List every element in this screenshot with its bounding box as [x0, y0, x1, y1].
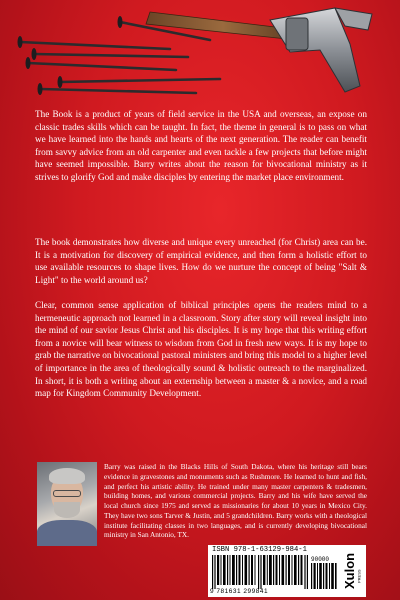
nails-and-hammer-icon: [0, 0, 400, 110]
barcode-icon: [212, 555, 308, 589]
description-paragraph-2: The book demonstrates how diverse and unique every unreached (for Christ) area can be. It is a motivation for discovery of empirical evidence, and then form a holistic effort to use available resources to shape lives. How do we nurture the concept of being "Salt & Light" to the world around us?: [35, 237, 367, 285]
xulon-press-logo: [340, 549, 362, 593]
description-paragraph-3: Clear, common sense application of biblical principles opens the readers mind to a hermeneutic approach not learned in a classroom. Story after story will reveal insight into the mind of our savior Jesus Christ and his disciples. It is my hope that this writing effort from a novice will bear witness to wisdom from God in fresh new ways. It is my hope to grab the narrative on bivocational pastoral ministers and bring this model to a higher level of importance in the area of theologically sound & holistic outreach to the marginalized. In short, it is both a writing about an externship between a master & a novice, and a road map for Kingdom Community Development.: [35, 300, 367, 399]
isbn-label: ISBN 978-1-63129-984-1: [212, 546, 307, 554]
author-photo: [37, 462, 97, 546]
price-code: 90000: [311, 556, 330, 563]
price-barcode-icon: [311, 563, 337, 589]
svg-text:Xulon: Xulon: [342, 552, 357, 589]
description-paragraph-1: The Book is a product of years of field service in the USA and overseas, an expose on classic trades skills which can be taught. In fact, the theme in general is to pass on what we have learned into the hands and hearts of the next generation. The reader can benefit from savvy advice from an old carpenter and even tackle a few projects that before might have seemed impossible. Barry writes about the reason for bivocational ministry as it strives to glorify God and make disciples by entering the market place environment.: [35, 109, 367, 182]
author-bio: Barry was raised in the Blacks Hills of South Dakota, where his heritage still bears evidence in gravestones and monuments such as Rushmore. He learned to hunt and fish, and perfect his artistic ability. He trained under many master carpenters & tradesmen, building homes, and various commercial projects. Barry and his wife have served the local church since 1975 and served as missionaries for about 10 years in Mexico City. They have two sons Tarver & Justin, and 5 grandchildren. Barry works with a theological institute facilitating classes in two languages, and is currently developing bivocational ministry in San Antonio, TX.: [104, 462, 367, 540]
barcode-number: 9 781631 299841: [210, 588, 269, 595]
svg-text:PRESS: PRESS: [356, 569, 362, 583]
barcode-panel: [208, 545, 366, 597]
